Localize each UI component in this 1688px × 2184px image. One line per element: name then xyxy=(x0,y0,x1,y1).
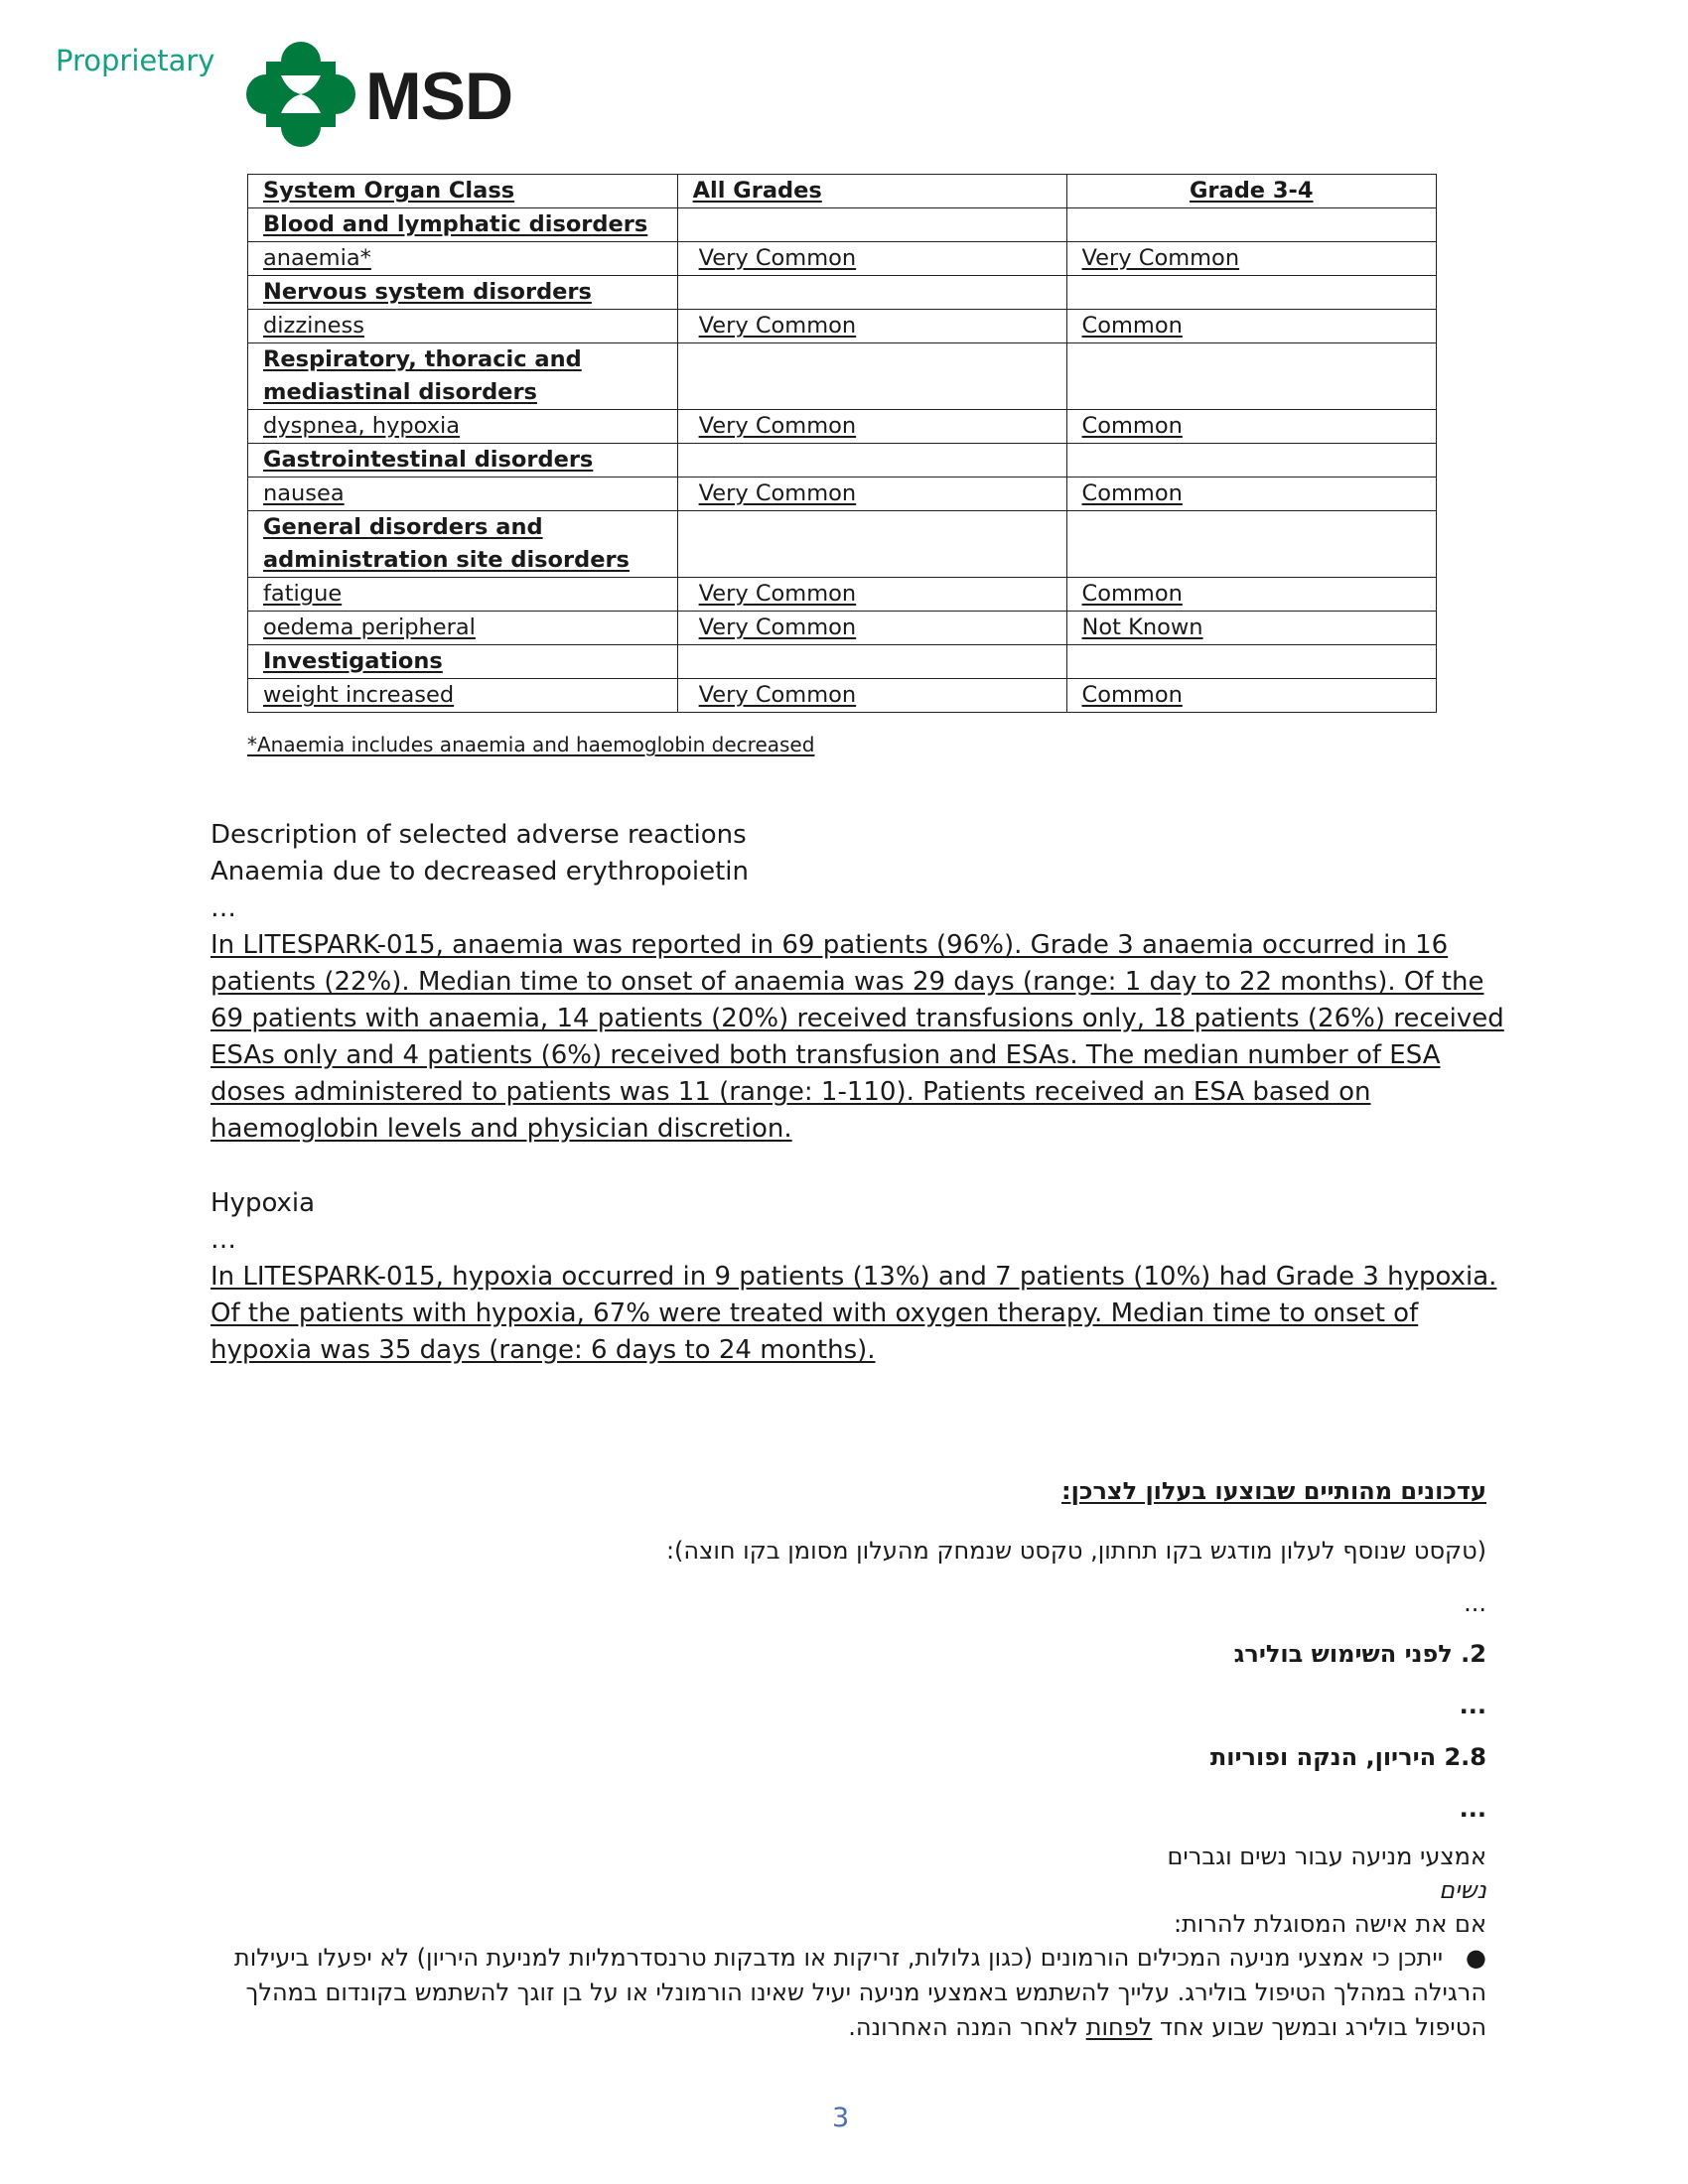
all-grades-value: Very Common xyxy=(698,581,857,607)
organ-class-label: administration site disorders xyxy=(263,547,630,573)
grade-3-4-value: Very Common xyxy=(1081,245,1240,271)
header-all-grades: All Grades xyxy=(692,178,822,204)
table-row xyxy=(248,242,1437,276)
grade-3-4-value: Common xyxy=(1081,581,1183,607)
reaction-label: weight increased xyxy=(263,682,455,708)
ellipsis: … xyxy=(211,893,236,923)
organ-class-label: Nervous system disorders xyxy=(263,279,592,305)
section-2-heading: 2. לפני השימוש בולירג xyxy=(1233,1640,1486,1668)
organ-class-label: mediastinal disorders xyxy=(263,379,537,405)
bullet-dot-icon: ● xyxy=(1443,1944,1486,1972)
table-row xyxy=(248,276,1437,310)
reaction-label: oedema peripheral xyxy=(263,614,476,640)
hypoxia-line-2: Of the patients with hypoxia, 67% were treated with oxygen therapy. Median time to onset of xyxy=(211,1298,1419,1328)
bullet-text-2: לאחר המנה האחרונה. xyxy=(848,2013,1079,2041)
bullet-underlined-word: לפחות xyxy=(1085,2013,1153,2041)
table-row xyxy=(248,511,1437,578)
proprietary-label: Proprietary xyxy=(56,44,215,77)
table-row xyxy=(248,645,1437,679)
women-label: נשים xyxy=(1439,1876,1486,1904)
table-row xyxy=(248,679,1437,713)
logo-wordmark: MSD xyxy=(365,59,513,134)
contraception-bullet xyxy=(196,1941,1486,2045)
table-row xyxy=(248,410,1437,444)
grade-3-4-value: Common xyxy=(1081,413,1183,439)
reaction-label: fatigue xyxy=(263,581,343,607)
grade-3-4-value: Common xyxy=(1081,682,1183,708)
anaemia-line-3: 69 patients with anaemia, 14 patients (20%) received transfusions only, 18 patients (26%) received xyxy=(211,1004,1504,1033)
table-row xyxy=(248,612,1437,645)
organ-class-label: General disorders and xyxy=(263,514,543,540)
table-row xyxy=(248,310,1437,343)
page-number: 3 xyxy=(832,2103,850,2133)
hebrew-note: (טקסט שנוסף לעלון מודגש בקו תחתון, טקסט שנמחק מהעלון מסומן בקו חוצה): xyxy=(665,1537,1486,1565)
hypoxia-line-1: In LITESPARK-015, hypoxia occurred in 9 patients (13%) and 7 patients (10%) had Grade 3 hypoxia. xyxy=(211,1262,1497,1292)
contraception-heading: אמצעי מניעה עבור נשים וגברים xyxy=(1167,1843,1486,1870)
grade-3-4-value: Common xyxy=(1081,313,1183,339)
ellipsis: ... xyxy=(1464,1589,1486,1617)
all-grades-value: Very Common xyxy=(698,682,857,708)
ellipsis: ... xyxy=(1459,1795,1486,1823)
all-grades-value: Very Common xyxy=(698,313,857,339)
all-grades-value: Very Common xyxy=(698,245,857,271)
section-title: Description of selected adverse reactions xyxy=(211,820,747,850)
section-subtitle: Anaemia due to decreased erythropoietin xyxy=(211,857,750,887)
section-2-8-heading: 2.8 היריון, הנקה ופוריות xyxy=(1209,1743,1486,1771)
anaemia-line-4: ESAs only and 4 patients (6%) received both transfusion and ESAs. The median number of ESA xyxy=(211,1040,1441,1070)
hypoxia-line-3: hypoxia was 35 days (range: 6 days to 24 months). xyxy=(211,1335,876,1365)
section-title: Hypoxia xyxy=(211,1188,316,1218)
anaemia-line-1: In LITESPARK-015, anaemia was reported in 69 patients (96%). Grade 3 anaemia occurred in 16 xyxy=(211,930,1449,960)
table-row xyxy=(248,578,1437,612)
organ-class-label: Respiratory, thoracic and xyxy=(263,346,582,372)
bullet-text-1: ייתכן כי אמצעי מניעה המכילים הורמונים (כגון גלולות, זריקות או מדבקות טרנסדרמליות למניעת היריון) לא יפעלו ביעילות הרגילה במהלך הטיפול בולירג. עלייך להשתמש באמצעי מניעה יעיל שאינו הורמונלי או על בן זוגך להשתמש בקונדום במהלך הטיפול בולירג ובמשך שבוע אחד xyxy=(233,1944,1486,2041)
table-row xyxy=(248,208,1437,242)
reaction-label: dyspnea, hypoxia xyxy=(263,413,461,439)
hebrew-heading: עדכונים מהותיים שבוצעו בעלון לצרכן: xyxy=(1061,1477,1486,1505)
table-row xyxy=(248,343,1437,410)
msd-logo xyxy=(244,40,512,149)
organ-class-label: Investigations xyxy=(263,648,443,674)
ellipsis: ... xyxy=(1459,1692,1486,1719)
all-grades-value: Very Common xyxy=(698,480,857,506)
adverse-reactions-table xyxy=(247,174,1437,713)
table-header-row xyxy=(248,175,1437,208)
header-grade-3-4: Grade 3-4 xyxy=(1189,178,1314,204)
anaemia-line-5: doses administered to patients was 11 (range: 1-110). Patients received an ESA based on xyxy=(211,1077,1371,1107)
all-grades-value: Very Common xyxy=(698,614,857,640)
hypoxia-section xyxy=(211,1185,1496,1369)
anaemia-line-6: haemoglobin levels and physician discretion. xyxy=(211,1114,792,1144)
table-row xyxy=(248,444,1437,478)
if-woman-label: אם את אישה המסוגלת להרות: xyxy=(1173,1910,1486,1938)
header-system-organ-class: System Organ Class xyxy=(263,178,515,204)
table-row xyxy=(248,478,1437,511)
ellipsis: … xyxy=(211,1225,236,1255)
organ-class-label: Gastrointestinal disorders xyxy=(263,447,594,473)
reaction-label: nausea xyxy=(263,480,345,506)
grade-3-4-value: Common xyxy=(1081,480,1183,506)
table-footnote: *Anaemia includes anaemia and haemoglobin decreased xyxy=(247,733,815,756)
organ-class-label: Blood and lymphatic disorders xyxy=(263,211,648,237)
all-grades-value: Very Common xyxy=(698,413,857,439)
msd-logo-icon xyxy=(244,40,358,149)
reaction-label: dizziness xyxy=(263,313,364,339)
reaction-label: anaemia* xyxy=(263,245,371,271)
grade-3-4-value: Not Known xyxy=(1081,614,1203,640)
anaemia-section xyxy=(211,817,1504,1148)
anaemia-line-2: patients (22%). Median time to onset of anaemia was 29 days (range: 1 day to 22 months). Of the xyxy=(211,967,1484,997)
